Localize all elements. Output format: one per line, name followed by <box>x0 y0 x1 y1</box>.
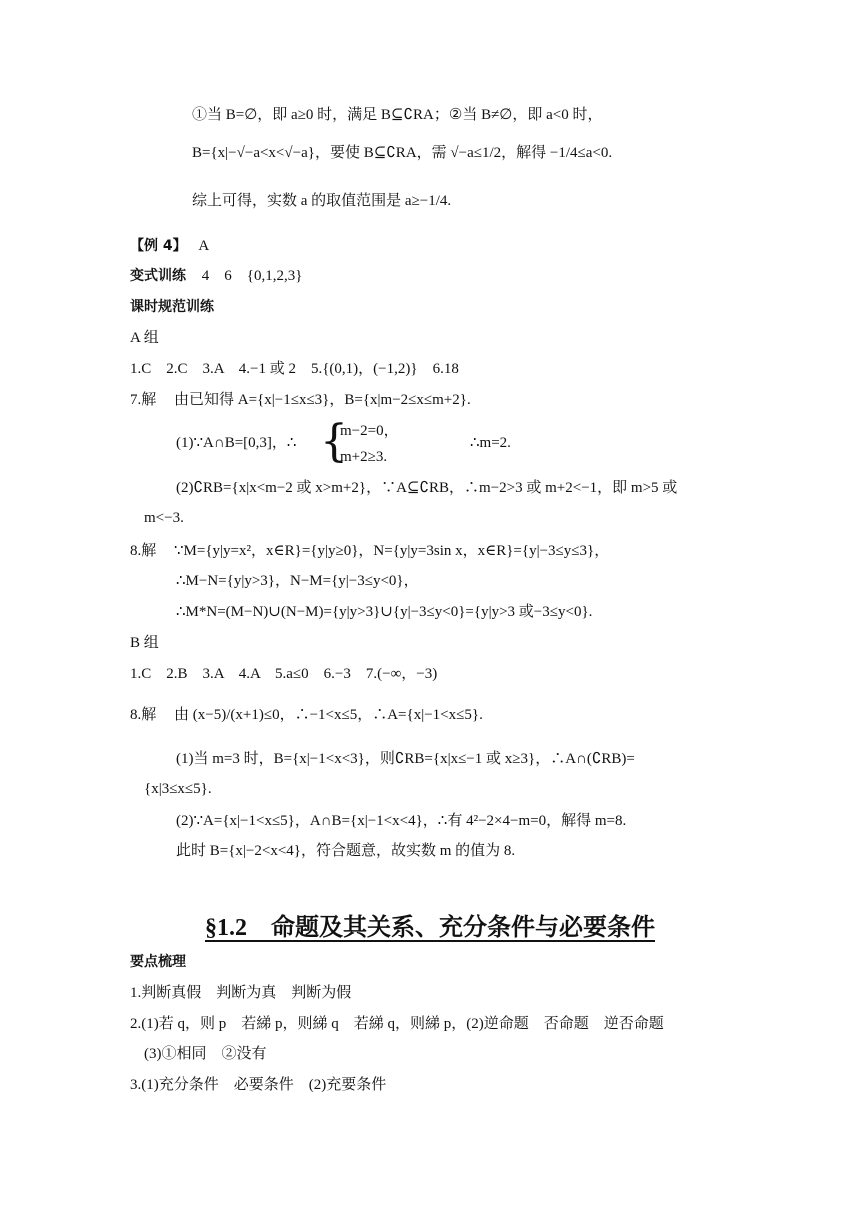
q7-line-1 <box>130 389 471 411</box>
keypoint-1: 1.判断真假 判断为真 判断为假 <box>130 985 352 1001</box>
keypoint-3: 3.(1)充分条件 必要条件 (2)充要条件 <box>130 1077 387 1093</box>
keypoint-2: 2.(1)若 q，则 p 若綈 p，则綈 q 若綈 q，则綈 p，(2)逆命题 否命题 逆否命题 <box>130 1016 664 1032</box>
solution-line: B={x|−√−a<x<√−a}，要使 B⊆∁RA，需 √−a≤1/2，解得 −1/4≤a<0. <box>192 145 613 161</box>
q8-label: 8.解 <box>130 543 157 559</box>
system-line: m+2≥3. <box>340 449 388 465</box>
q8-line-2: ∴M−N={y|y>3}，N−M={y|−3≤y<0}， <box>176 573 419 589</box>
b-q8-part-2: (2)∵A={x|−1<x≤5}，A∩B={x|−1<x<4}，∴有 4²−2×4−m=0，解得 m=8. <box>176 813 627 829</box>
q8-line-3: ∴M*N=(M−N)∪(N−M)={y|y>3}∪{y|−3≤y<0}={y|y>3 或−3≤y<0}. <box>176 604 593 620</box>
b-q8-part-1-cont: {x|3≤x≤5}. <box>144 781 212 797</box>
q7-part-1-pre: (1)∵A∩B=[0,3]，∴ <box>176 435 297 451</box>
variant-training-label: 变式训练 <box>130 268 186 284</box>
solution-line: 综上可得，实数 a 的取值范围是 a≥−1/4. <box>192 193 452 209</box>
example-4-label: 【例 4】 <box>130 238 187 254</box>
q7-part-2-cont: m<−3. <box>144 510 184 526</box>
system-line: m−2=0， <box>340 423 399 439</box>
section-title: §1.2 命题及其关系、充分条件与必要条件 <box>205 915 655 941</box>
keypoints-heading: 要点梳理 <box>130 954 186 970</box>
group-a-answers: 1.C 2.C 3.A 4.−1 或 2 5.{(0,1)，(−1,2)} 6.18 <box>130 361 459 377</box>
q7-part-1-result: ∴m=2. <box>470 435 511 451</box>
q8-line-1 <box>130 540 609 562</box>
keypoint-2-cont: (3)①相同 ②没有 <box>144 1046 267 1062</box>
example-4 <box>130 235 209 257</box>
b-q8-line-1 <box>130 704 483 726</box>
variant-training <box>130 265 302 287</box>
q7-part-1 <box>176 432 296 454</box>
q7-label: 7.解 <box>130 392 157 408</box>
b-q8-part-1: (1)当 m=3 时，B={x|−1<x<3}，则∁RB={x|x≤−1 或 x≥3}，∴A∩(∁RB)= <box>176 751 635 767</box>
example-4-answer: A <box>198 238 210 254</box>
brace-icon: { <box>320 416 348 467</box>
group-b-heading: B 组 <box>130 635 159 651</box>
q7-given: 由已知得 A={x|−1≤x≤3}，B={x|m−2≤x≤m+2}. <box>174 392 471 408</box>
variant-training-answer: 4 6 {0,1,2,3} <box>201 268 303 284</box>
solution-line: ①当 B=∅，即 a≥0 时，满足 B⊆∁RA；②当 B≠∅，即 a<0 时， <box>192 107 603 123</box>
practice-heading: 课时规范训练 <box>130 299 214 315</box>
q7-part-2: (2)∁RB={x|x<m−2 或 x>m+2}，∵A⊆∁RB，∴m−2>3 或 m+2<−1，即 m>5 或 <box>176 480 678 496</box>
b-q8-label: 8.解 <box>130 707 157 723</box>
b-q8-part-2-cont: 此时 B={x|−2<x<4}，符合题意，故实数 m 的值为 8. <box>176 843 516 859</box>
b-q8-text: 由 (x−5)/(x+1)≤0，∴−1<x≤5，∴A={x|−1<x≤5}. <box>174 707 483 723</box>
q8-text: ∵M={y|y=x²，x∈R}={y|y≥0}，N={y|y=3sin x，x∈R}={y|−3≤y≤3}， <box>174 543 610 559</box>
group-b-answers: 1.C 2.B 3.A 4.A 5.a≤0 6.−3 7.(−∞，−3) <box>130 666 438 682</box>
group-a-heading: A 组 <box>130 330 159 346</box>
